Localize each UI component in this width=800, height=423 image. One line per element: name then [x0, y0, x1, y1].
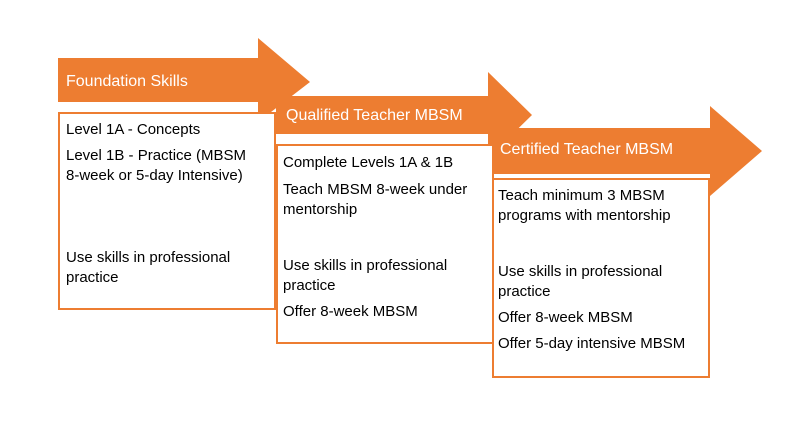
stage-2-item-1: Complete Levels 1A & 1B [283, 154, 454, 171]
stage-1-item-2: Level 1B - Practice (MBSM 8-week or 5-day Intensive) [66, 147, 247, 184]
stage-1-item-1: Level 1A - Concepts [66, 121, 201, 138]
stage-3-item-2: Use skills in professional practice [498, 263, 663, 300]
stage-2-title: Qualified Teacher MBSM [286, 107, 463, 124]
stage-2-item-2: Teach MBSM 8-week under mentorship [283, 181, 468, 218]
stage-2-item-4: Offer 8-week MBSM [283, 303, 418, 320]
stage-3-item-3: Offer 8-week MBSM [498, 309, 633, 326]
stage-3-item-1: Teach minimum 3 MBSM programs with mentorship [498, 187, 671, 224]
stage-3-item-4: Offer 5-day intensive MBSM [498, 335, 686, 352]
stage-1-item-3: Use skills in professional practice [66, 249, 231, 286]
stage-1-title: Foundation Skills [66, 73, 188, 90]
stage-3-title: Certified Teacher MBSM [500, 141, 674, 158]
stage-2-item-3: Use skills in professional practice [283, 257, 448, 294]
